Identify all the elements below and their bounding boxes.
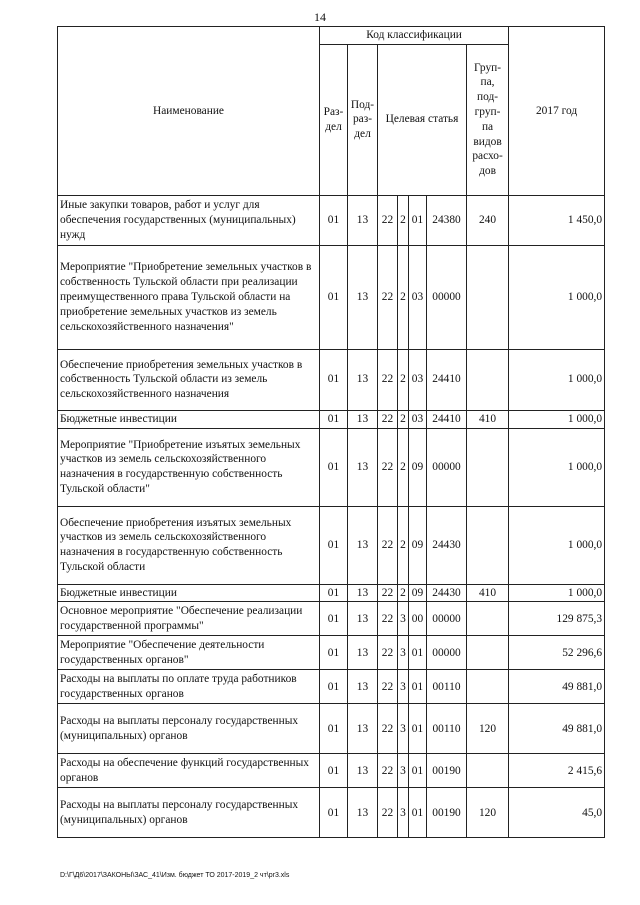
table-row: [58, 506, 605, 584]
row-expense-group: [467, 670, 509, 704]
header-code: Код классификации: [320, 27, 509, 45]
page-number: 14: [314, 10, 326, 24]
row-podrazdel: 13: [348, 788, 378, 838]
row-podrazdel: 13: [348, 602, 378, 636]
row-target-code: 00190: [427, 788, 467, 838]
row-podrazdel: 13: [348, 754, 378, 788]
row-target-code: 24380: [427, 195, 467, 245]
row-target-subprogram: 2: [398, 245, 409, 349]
row-target-program: 22: [378, 410, 398, 428]
row-podrazdel: 13: [348, 670, 378, 704]
row-name: Обеспечение приобретения земельных участков в собственность Тульской области из земель сельскохозяйственного назначения: [58, 349, 320, 410]
row-target-subprogram: 3: [398, 704, 409, 754]
header-podrazdel: Под- раз- дел: [348, 44, 378, 195]
row-target-subprogram: 2: [398, 410, 409, 428]
row-amount-2017: 49 881,0: [509, 670, 605, 704]
row-target-code: 00000: [427, 602, 467, 636]
row-target-event: 00: [409, 602, 427, 636]
table-row: [58, 670, 605, 704]
row-target-code: 00000: [427, 428, 467, 506]
row-razdel: 01: [320, 410, 348, 428]
row-target-event: 09: [409, 584, 427, 602]
row-expense-group: [467, 636, 509, 670]
row-razdel: 01: [320, 506, 348, 584]
table-row: [58, 584, 605, 602]
row-razdel: 01: [320, 602, 348, 636]
row-amount-2017: 1 450,0: [509, 195, 605, 245]
row-expense-group: [467, 506, 509, 584]
row-razdel: 01: [320, 349, 348, 410]
header-year: 2017 год: [509, 27, 605, 196]
row-expense-group: [467, 245, 509, 349]
row-razdel: 01: [320, 195, 348, 245]
table-row: [58, 410, 605, 428]
row-target-event: 03: [409, 349, 427, 410]
row-name: Мероприятие "Приобретение изъятых земельных участков из земель сельскохозяйственного назначения в государственную собственность Тульской области": [58, 428, 320, 506]
row-target-code: 24430: [427, 584, 467, 602]
table-row: [58, 636, 605, 670]
row-amount-2017: 49 881,0: [509, 704, 605, 754]
row-expense-group: [467, 754, 509, 788]
row-target-event: 03: [409, 410, 427, 428]
row-razdel: 01: [320, 754, 348, 788]
header-row-top: [58, 27, 605, 45]
row-razdel: 01: [320, 428, 348, 506]
row-target-subprogram: 2: [398, 584, 409, 602]
row-amount-2017: 129 875,3: [509, 602, 605, 636]
row-name: Мероприятие "Приобретение земельных участков в собственность Тульской области при реализации преимущественного права Тульской области на приобретение земельных участков из земель сельскохозяйственного назначения": [58, 245, 320, 349]
table-body: [58, 195, 605, 838]
row-target-program: 22: [378, 584, 398, 602]
row-target-program: 22: [378, 788, 398, 838]
row-expense-group: 240: [467, 195, 509, 245]
row-amount-2017: 1 000,0: [509, 584, 605, 602]
table-row: [58, 602, 605, 636]
row-razdel: 01: [320, 245, 348, 349]
row-razdel: 01: [320, 636, 348, 670]
row-target-program: 22: [378, 704, 398, 754]
row-target-code: 00000: [427, 636, 467, 670]
row-target-event: 03: [409, 245, 427, 349]
row-podrazdel: 13: [348, 506, 378, 584]
row-target-event: 09: [409, 506, 427, 584]
row-target-event: 09: [409, 428, 427, 506]
row-name: Расходы на выплаты персоналу государственных (муниципальных) органов: [58, 704, 320, 754]
row-podrazdel: 13: [348, 584, 378, 602]
header-group: Груп- па, под- груп- па видов расхо- дов: [467, 44, 509, 195]
table-row: [58, 349, 605, 410]
row-razdel: 01: [320, 584, 348, 602]
row-razdel: 01: [320, 788, 348, 838]
row-expense-group: [467, 602, 509, 636]
row-amount-2017: 1 000,0: [509, 349, 605, 410]
row-name: Бюджетные инвестиции: [58, 584, 320, 602]
row-name: Основное мероприятие "Обеспечение реализации государственной программы": [58, 602, 320, 636]
table-row: [58, 245, 605, 349]
row-amount-2017: 1 000,0: [509, 410, 605, 428]
row-target-code: 00000: [427, 245, 467, 349]
file-path-footer: D:\Г\Д6\2017\ЗАКОНЫ\ЗАС_41\Изм. бюджет ТО 2017-2019_2 чт\pr3.xls: [60, 872, 290, 879]
row-amount-2017: 45,0: [509, 788, 605, 838]
row-expense-group: 120: [467, 704, 509, 754]
row-razdel: 01: [320, 704, 348, 754]
row-target-code: 24430: [427, 506, 467, 584]
row-name: Расходы на выплаты персоналу государственных (муниципальных) органов: [58, 788, 320, 838]
row-name: Бюджетные инвестиции: [58, 410, 320, 428]
row-amount-2017: 52 296,6: [509, 636, 605, 670]
budget-table: [57, 26, 605, 838]
row-name: Иные закупки товаров, работ и услуг для обеспечения государственных (муниципальных) нужд: [58, 195, 320, 245]
row-target-event: 01: [409, 754, 427, 788]
header-razdel: Раз- дел: [320, 44, 348, 195]
row-target-code: 24410: [427, 410, 467, 428]
table-row: [58, 788, 605, 838]
row-podrazdel: 13: [348, 349, 378, 410]
row-amount-2017: 1 000,0: [509, 428, 605, 506]
table-row: [58, 195, 605, 245]
row-target-program: 22: [378, 602, 398, 636]
row-name: Расходы на обеспечение функций государственных органов: [58, 754, 320, 788]
row-target-code: 00110: [427, 670, 467, 704]
row-target-subprogram: 2: [398, 428, 409, 506]
row-target-event: 01: [409, 788, 427, 838]
row-target-event: 01: [409, 636, 427, 670]
row-target-program: 22: [378, 349, 398, 410]
table-row: [58, 704, 605, 754]
row-target-event: 01: [409, 704, 427, 754]
row-podrazdel: 13: [348, 245, 378, 349]
table-row: [58, 428, 605, 506]
row-target-program: 22: [378, 245, 398, 349]
row-amount-2017: 1 000,0: [509, 506, 605, 584]
row-amount-2017: 2 415,6: [509, 754, 605, 788]
row-target-subprogram: 3: [398, 602, 409, 636]
row-podrazdel: 13: [348, 195, 378, 245]
row-expense-group: 120: [467, 788, 509, 838]
row-expense-group: 410: [467, 584, 509, 602]
row-name: Расходы на выплаты по оплате труда работников государственных органов: [58, 670, 320, 704]
row-target-program: 22: [378, 506, 398, 584]
row-expense-group: [467, 428, 509, 506]
row-expense-group: 410: [467, 410, 509, 428]
row-target-code: 00110: [427, 704, 467, 754]
row-podrazdel: 13: [348, 410, 378, 428]
row-razdel: 01: [320, 670, 348, 704]
row-amount-2017: 1 000,0: [509, 245, 605, 349]
row-target-subprogram: 2: [398, 195, 409, 245]
row-name: Мероприятие "Обеспечение деятельности государственных органов": [58, 636, 320, 670]
header-name: Наименование: [58, 27, 320, 196]
row-target-code: 00190: [427, 754, 467, 788]
row-target-event: 01: [409, 670, 427, 704]
row-target-subprogram: 2: [398, 349, 409, 410]
row-target-program: 22: [378, 195, 398, 245]
row-name: Обеспечение приобретения изъятых земельных участков из земель сельскохозяйственного назначения в государственную собственность Тульской области: [58, 506, 320, 584]
row-podrazdel: 13: [348, 428, 378, 506]
row-target-subprogram: 3: [398, 788, 409, 838]
row-target-code: 24410: [427, 349, 467, 410]
row-target-subprogram: 3: [398, 754, 409, 788]
table-row: [58, 754, 605, 788]
row-target-program: 22: [378, 754, 398, 788]
row-target-program: 22: [378, 428, 398, 506]
row-expense-group: [467, 349, 509, 410]
row-target-subprogram: 3: [398, 670, 409, 704]
row-target-event: 01: [409, 195, 427, 245]
row-target-subprogram: 2: [398, 506, 409, 584]
row-target-program: 22: [378, 636, 398, 670]
header-target: Целевая статья: [378, 44, 467, 195]
row-target-program: 22: [378, 670, 398, 704]
row-podrazdel: 13: [348, 704, 378, 754]
row-podrazdel: 13: [348, 636, 378, 670]
row-target-subprogram: 3: [398, 636, 409, 670]
